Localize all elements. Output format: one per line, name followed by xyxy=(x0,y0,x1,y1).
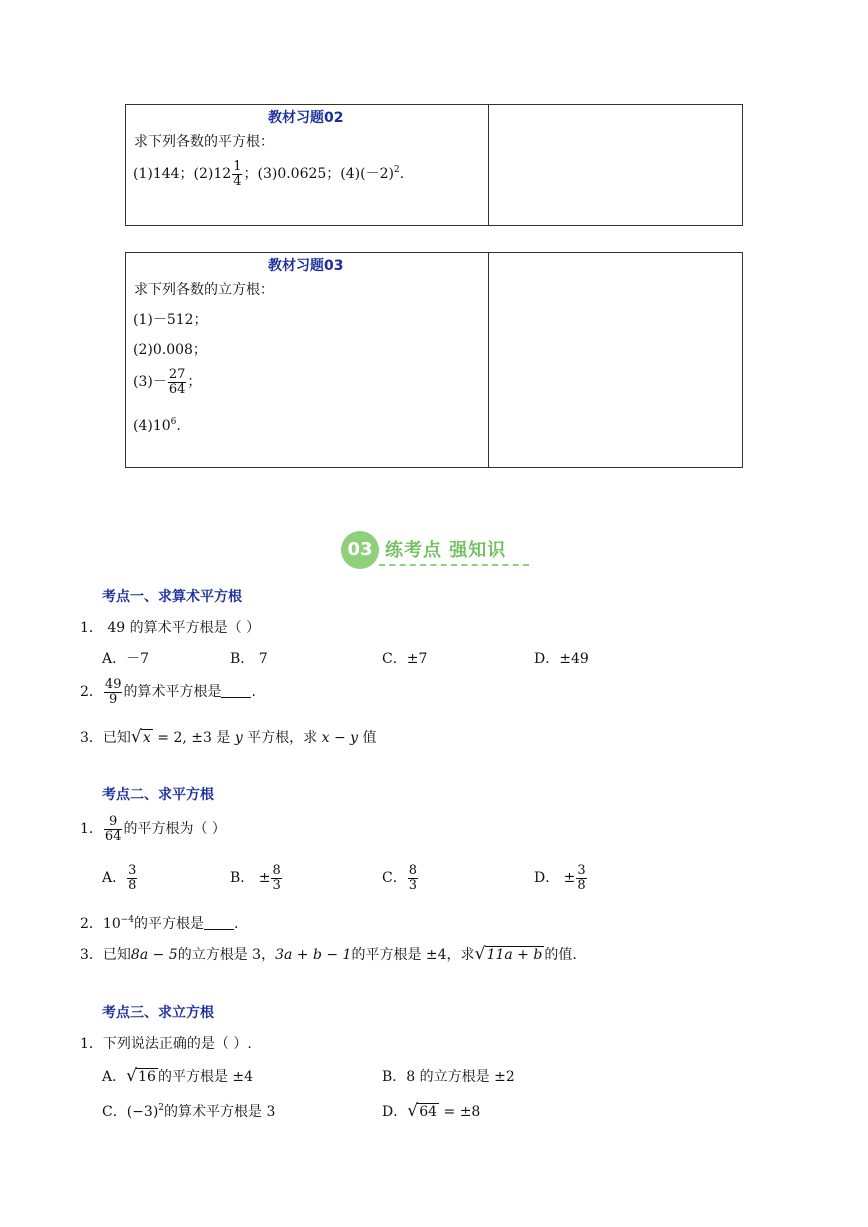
section-number: 03 xyxy=(341,531,379,569)
kaodian-1-title: 考点一、求算术平方根 xyxy=(102,589,242,605)
exercise-title-02: 教材习题02 xyxy=(268,110,344,126)
fraction: $\frac{8}{3}$ xyxy=(408,863,417,893)
fraction: $\frac{8}{3}$ xyxy=(272,863,281,893)
kd2-q1-option-d: D． ± $\frac{3}{8}$ xyxy=(534,863,586,893)
kd2-question-2: 2．$10^{-4}$的平方根是 . xyxy=(80,915,239,932)
box-divider xyxy=(488,253,489,467)
kd2-q1-option-a: A． $\frac{3}{8}$ xyxy=(102,863,137,893)
fraction: $\frac{27}{64}$ xyxy=(168,367,186,397)
square-root: √ 11a + b xyxy=(474,944,543,964)
kd1-question-2: 2． $\frac{49}{9}$ 的算术平方根是 . xyxy=(80,677,256,707)
kd3-q1-option-a: A． √ 16 的平方根是 ±4 xyxy=(102,1066,254,1086)
exercise-prompt-03: 求下列各数的立方根： xyxy=(134,282,274,298)
kd1-q1-option-b: B． 7 xyxy=(230,651,268,667)
dashed-underline xyxy=(379,564,529,566)
exercise-item-1: (1)－512； xyxy=(133,312,208,328)
kaodian-3-title: 考点三、求立方根 xyxy=(102,1005,214,1021)
square-root: √ 64 xyxy=(407,1101,438,1121)
kd1-q1-option-c: C．±7 xyxy=(382,651,428,667)
kaodian-2-title: 考点二、求平方根 xyxy=(102,787,214,803)
exercise-item-4: $(4)10^6$. xyxy=(133,417,181,434)
exercise-prompt-02: 求下列各数的平方根： xyxy=(134,134,274,150)
exercise-items-02: (1)144；(2)12 $\frac{1}{4}$ ；(3)0.0625；$(4)(-2)^2$. xyxy=(133,159,405,189)
kd2-q1-option-c: C． $\frac{8}{3}$ xyxy=(382,863,417,893)
fraction: $\frac{3}{8}$ xyxy=(128,863,137,893)
kd3-q1-option-b: B．8 的立方根是 ±2 xyxy=(382,1069,515,1085)
square-root: √ x xyxy=(130,727,151,747)
exercise-title-03: 教材习题03 xyxy=(268,258,344,274)
fraction: $\frac{3}{8}$ xyxy=(577,863,586,893)
fraction: $\frac{49}{9}$ xyxy=(104,677,122,707)
section-heading: 练考点 强知识 xyxy=(385,540,507,561)
fraction: $\frac{1}{4}$ xyxy=(233,159,242,189)
kd3-q1-option-c: C．$(-3)^2$的算术平方根是 3 xyxy=(102,1103,276,1120)
exercise-item-2: (2)0.008； xyxy=(133,342,207,358)
kd1-q1-option-d: D．±49 xyxy=(534,651,589,667)
kd2-q1-option-b: B． ± $\frac{8}{3}$ xyxy=(230,863,281,893)
square-root: √ 16 xyxy=(126,1066,156,1086)
kd1-question-1: 1． 49 的算术平方根是（ ） xyxy=(80,620,261,636)
answer-blank xyxy=(221,683,251,698)
fraction: $\frac{9}{64}$ xyxy=(104,814,122,844)
kd3-question-1: 1．下列说法正确的是（ ）. xyxy=(80,1036,252,1052)
kd3-q1-option-d: D． √ 64 = ±8 xyxy=(382,1101,481,1121)
kd2-question-1: 1． $\frac{9}{64}$ 的平方根为（ ） xyxy=(80,814,226,844)
section-badge xyxy=(341,528,537,570)
answer-blank xyxy=(204,915,234,930)
box-divider xyxy=(488,105,489,225)
exercise-item-3: (3)－ $\frac{27}{64}$ ； xyxy=(133,367,202,397)
kd1-q1-option-a: A．－7 xyxy=(102,651,150,667)
kd1-question-3: 3．已知 √ x = 2, ±3 是 y 平方根，求 x − y 值 xyxy=(80,727,377,747)
kd2-question-3: 3．已知8a − 5的立方根是 3，3a + b − 1的平方根是 ±4，求 √ 11a + b 的值. xyxy=(80,944,577,964)
